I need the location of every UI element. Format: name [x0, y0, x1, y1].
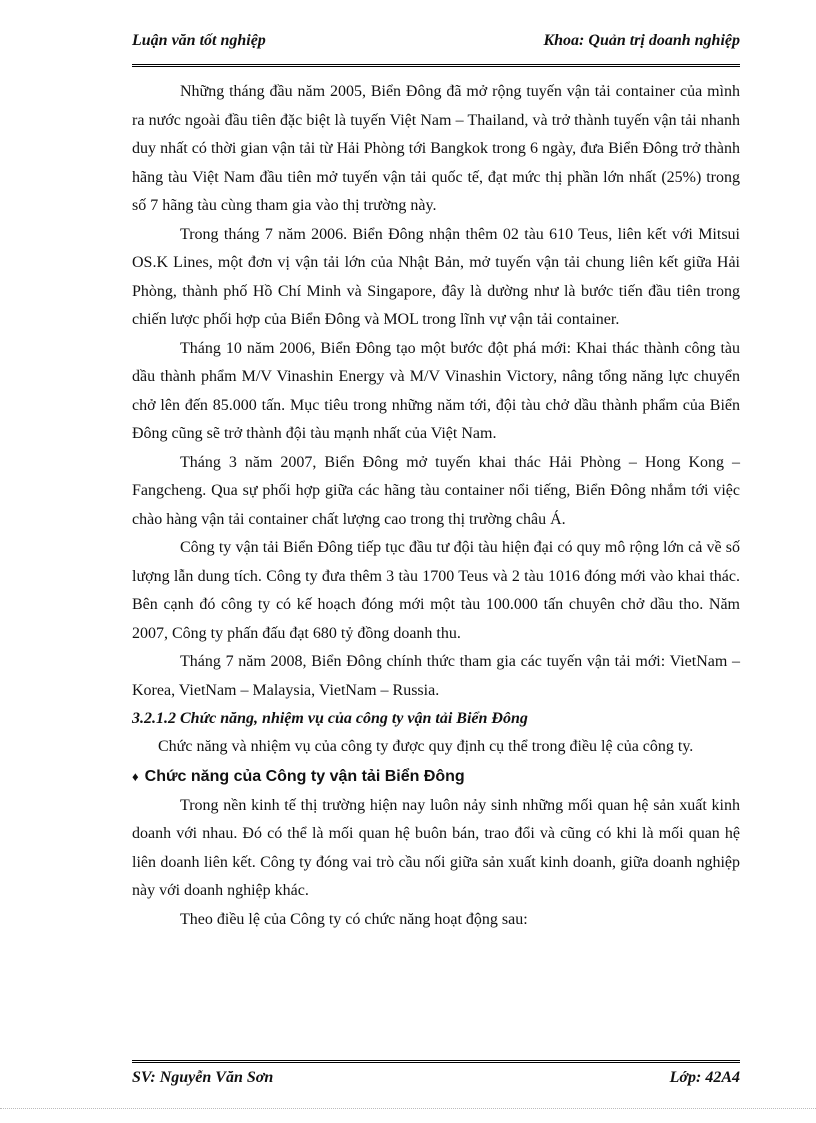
footer-class: Lớp: 42A4 [669, 1069, 740, 1086]
document-body [132, 78, 740, 934]
bullet-heading-text: Chức năng của Công ty vận tải Biển Đông [144, 767, 465, 785]
page-header [132, 26, 740, 67]
paragraph-fleet-investment: Công ty vận tải Biển Đông tiếp tục đầu tư đội tàu hiện đại có quy mô rộng lớn cả về số lượng lẫn dung tích. Công ty đưa thêm 3 tàu 1700 Teus và 2 tàu 1016 đóng mới vào khai thác. Bên cạnh đó công ty có kế hoạch đóng mới một tàu 100.000 tấn chuyên chở dầu tho. Năm 2007, Công ty phấn đấu đạt 680 tỷ đồng doanh thu. [132, 539, 740, 642]
paragraph-2006-oct: Tháng 10 năm 2006, Biển Đông tạo một bước đột phá mới: Khai thác thành công tàu dầu thành phẩm M/V Vinashin Energy và M/V Vinashin Victory, nâng tổng năng lực chuyển chở lên đến 85.000 tấn. Mục tiêu trong những năm tới, đội tàu chở dầu thành phẩm của Biển Đông cũng sẽ trở thành đội tàu mạnh nhất của Việt Nam. [132, 339, 740, 442]
page-bottom-divider [0, 1108, 816, 1109]
section-intro: Chức năng và nhiệm vụ của công ty được quy định cụ thể trong điều lệ của công ty. [158, 738, 694, 755]
paragraph-2005: Những tháng đầu năm 2005, Biển Đông đã mở rộng tuyến vận tải container của mình ra nước ngoài đầu tiên đặc biệt là tuyến Việt Nam – Thailand, và trở thành tuyến vận tải nhanh duy nhất có thời gian vận tải từ Hải Phòng tới Bangkok trong 6 ngày, đưa Biển Đông trở thành hãng tàu Việt Nam đầu tiên mở tuyến vận tải quốc tế, đạt mức thị phần lớn nhất (25%) trong số 7 hãng tàu cùng tham gia vào thị trường này. [132, 83, 740, 214]
section-heading: 3.2.1.2 Chức năng, nhiệm vụ của công ty vận tải Biển Đông [132, 710, 528, 727]
paragraph-2007-mar: Tháng 3 năm 2007, Biển Đông mở tuyến khai thác Hải Phòng – Hong Kong – Fangcheng. Qua sự phối hợp giữa các hãng tàu container nổi tiếng, Biển Đông nhắm tới việc chào hàng vận tải container chất lượng cao trong thị trường châu Á. [132, 453, 740, 528]
paragraph-charter-functions: Theo điều lệ của Công ty có chức năng hoạt động sau: [180, 910, 528, 928]
diamond-bullet-icon: ♦ [132, 768, 139, 784]
footer-student: SV: Nguyễn Văn Sơn [132, 1069, 274, 1086]
page-footer [132, 1060, 740, 1103]
paragraph-market-relations: Trong nền kinh tế thị trường hiện nay luôn nảy sinh những mối quan hệ sản xuất kinh doanh với nhau. Đó có thể là mối quan hệ buôn bán, trao đổi và cũng có khi là mối quan hệ liên doanh liên kết. Công ty đóng vai trò cầu nối giữa sản xuất kinh doanh, giữa doanh nghiệp này với doanh nghiệp khác. [132, 796, 740, 899]
header-thesis-title: Luận văn tốt nghiệp [132, 32, 266, 49]
paragraph-2006-jul: Trong tháng 7 năm 2006. Biển Đông nhận thêm 02 tàu 610 Teus, liên kết với Mitsui OS.K Lines, một đơn vị vận tải lớn của Nhật Bản, mở tuyến vận tải chung liên kết giữa Hải Phòng, thành phố Hồ Chí Minh và Singapore, đây là dường như là bước tiến đầu tiên trong chiến lược phối hợp của Biển Đông và MOL trong lĩnh vự vận tải container. [132, 225, 740, 328]
bullet-heading [132, 762, 740, 792]
paragraph-2008-jul: Tháng 7 năm 2008, Biển Đông chính thức tham gia các tuyến vận tải mới: VietNam – Korea, VietNam – Malaysia, VietNam – Russia. [132, 653, 740, 699]
header-faculty: Khoa: Quản trị doanh nghiệp [543, 32, 740, 49]
